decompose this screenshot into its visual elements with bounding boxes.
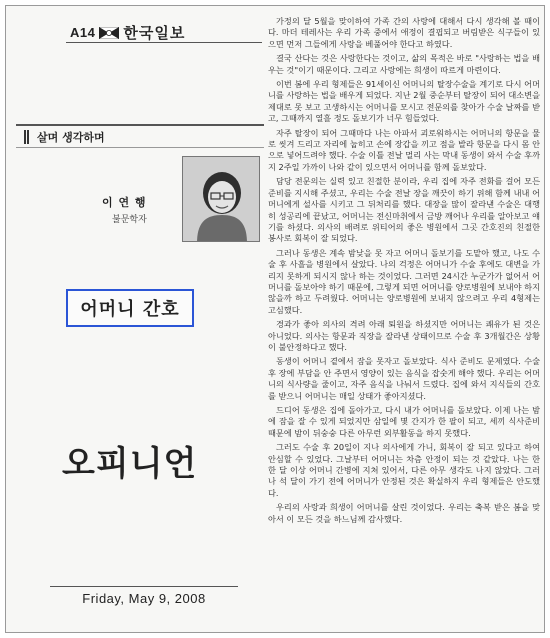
body-paragraph: 결국 산다는 것은 사랑한다는 것이고, 삶의 목적은 바로 "사랑하는 법을 배우는 것"이기 때문이다. 그리고 사랑에는 희생이 따르게 마련이다. bbox=[268, 53, 540, 75]
masthead-divider bbox=[66, 42, 262, 43]
portrait-illustration bbox=[183, 157, 260, 242]
section-title: 오피니언 bbox=[62, 444, 198, 484]
author-portrait bbox=[182, 156, 260, 242]
column-label bbox=[16, 124, 264, 148]
article-headline: 어머니 간호 bbox=[80, 299, 180, 320]
body-paragraph: 그러나 동생은 계속 밤낮을 못 자고 어머니 돌보기를 도맡아 했고, 나도 수술 후 사흘을 병원에서 살았다. 나의 걱정은 어머니가 수술 후에도 대변을 가리지 못하게 되시지 않나 하는 것이었다. 그러면 24시간 누군가가 없어서 어머니를 돌보아야 하기 때문에, 그렇게 되면 어머니를 양로병원에 보내야 하지 않을까 하고 두려웠다. 어머니는 양로병원에 보내지 않으려고 우리 4형제는 고심했다. bbox=[268, 247, 540, 315]
body-paragraph: 자주 탈장이 되어 그때마다 나는 아파서 괴로워하시는 어머니의 항문을 물로 씻겨 드리고 자리에 눕히고 손에 장갑을 끼고 점을 발라 항문을 다시 몸 안으로 넣어드려야 했다. 수술 이틀 전날 멀리 사는 막내 동생이 와서 수술 후까지 2주일 가까이 나와 같이 있으면서 어머니를 함께 돌보았다. bbox=[268, 127, 540, 172]
page-number: A14 bbox=[70, 25, 96, 40]
article-body bbox=[268, 16, 540, 622]
author-name: 이 연 행 bbox=[102, 196, 147, 209]
column-label-text: 살며 생각하며 bbox=[37, 130, 105, 144]
body-paragraph: 경과가 좋아 의사의 격려 아래 퇴원을 하셨지만 어머니는 쾌유가 된 것은 아니었다. 의사는 항문과 직장을 잘라낸 상태이므로 수술 후 3개월간은 상황이 불안정하다고 했다. bbox=[268, 319, 540, 352]
taegukgi-flag-icon bbox=[99, 27, 119, 39]
publication-date: Friday, May 9, 2008 bbox=[50, 586, 238, 606]
body-paragraph: 우리의 사랑과 희생이 어머니를 살린 것이었다. 우리는 축복 받은 봄을 맞아서 이 모든 것을 하느님께 감사했다. bbox=[268, 502, 540, 524]
headline-box bbox=[66, 289, 194, 327]
body-paragraph: 동생이 어머니 곁에서 잠을 못자고 돌보았다. 식사 준비도 문제였다. 수술 후 장에 부담을 안 주면서 영양이 있는 음식을 잡숫게 해야 했다. 우리는 어머니의 식사량을 줄이고, 자주 음식을 나눠서 드렸다. 집에 와서 지식들의 간호를 받으니 어머니는 매일 상태가 좋아지셨다. bbox=[268, 356, 540, 401]
body-paragraph: 담당 전문의는 실력 있고 친절한 분이라, 우리 집에 자주 전화를 걸어 모든 준비를 지시해 주셨고, 우리는 수술 전날 장을 깨끗이 하기 위해 함께 내내 어머니에게 설사를 시키고 그 뒤처리를 했다. 대장을 많이 잘라낸 수술은 대행히 성공리에 끝났고, 어머니는 전신마취에서 금방 깨어나 우리를 알아보고 얘기를 하셨다. 의사의 배려로 위티어의 좋은 병원에서 그곳 간호진의 친절한 봉사로 회복이 잘 되었다. bbox=[268, 176, 540, 244]
author-role: 불문학자 bbox=[112, 215, 147, 225]
body-paragraph: 이번 봄에 우리 형제들은 91세이신 어머니의 탈장수술을 계기로 다시 어머니를 사랑하는 법을 배우게 되었다. 지난 2월 중순부터 탈장이 되어 대소변을 제대로 못 보고 고생하시는 어머니를 모시고 전문의를 찾아가 수술 날짜를 받고, 그때까지 열흘 정도 돌보기가 너무 힘들었다. bbox=[268, 79, 540, 124]
newspaper-name: 한국일보 bbox=[123, 24, 186, 42]
body-paragraph: 드디어 동생은 집에 돌아가고, 다시 내가 어머니를 돌보았다. 이제 나는 밤에 잠을 잘 수 있게 되었지만 삼일에 몇 간지가 한 팔이 되고, 세끼 식사준비 때문에 밤이 뒤숭숭 다른 아무런 외부활동을 하지 못했다. bbox=[268, 405, 540, 438]
newspaper-clipping bbox=[5, 5, 545, 633]
masthead bbox=[70, 22, 185, 43]
column-marker-icon bbox=[24, 130, 30, 144]
body-paragraph: 그러도 수술 후 20일이 지나 의사에게 가니, 회복이 잘 되고 있다고 하여 안심할 수 있었다. 그날부터 어머니는 차츰 안정이 되는 것 같았다. 나는 한 한 달 이상 어머니 간병에 지쳐 있어서, 다른 아무 생각도 나지 않았다. 그러나 석 달이 가기 전에 어머니가 안정된 것은 확실하지 우리 형제들은 안도했다. bbox=[268, 442, 540, 498]
body-paragraph: 가정의 달 5월을 맞이하여 가족 간의 사랑에 대해서 다시 생각해 볼 때이다. 마더 테레사는 우리 가족 중에서 애정이 결핍되고 버림받은 식구들이 있으면 먼저 그들에게 사랑을 베풀어야 한다고 하였다. bbox=[268, 16, 540, 49]
